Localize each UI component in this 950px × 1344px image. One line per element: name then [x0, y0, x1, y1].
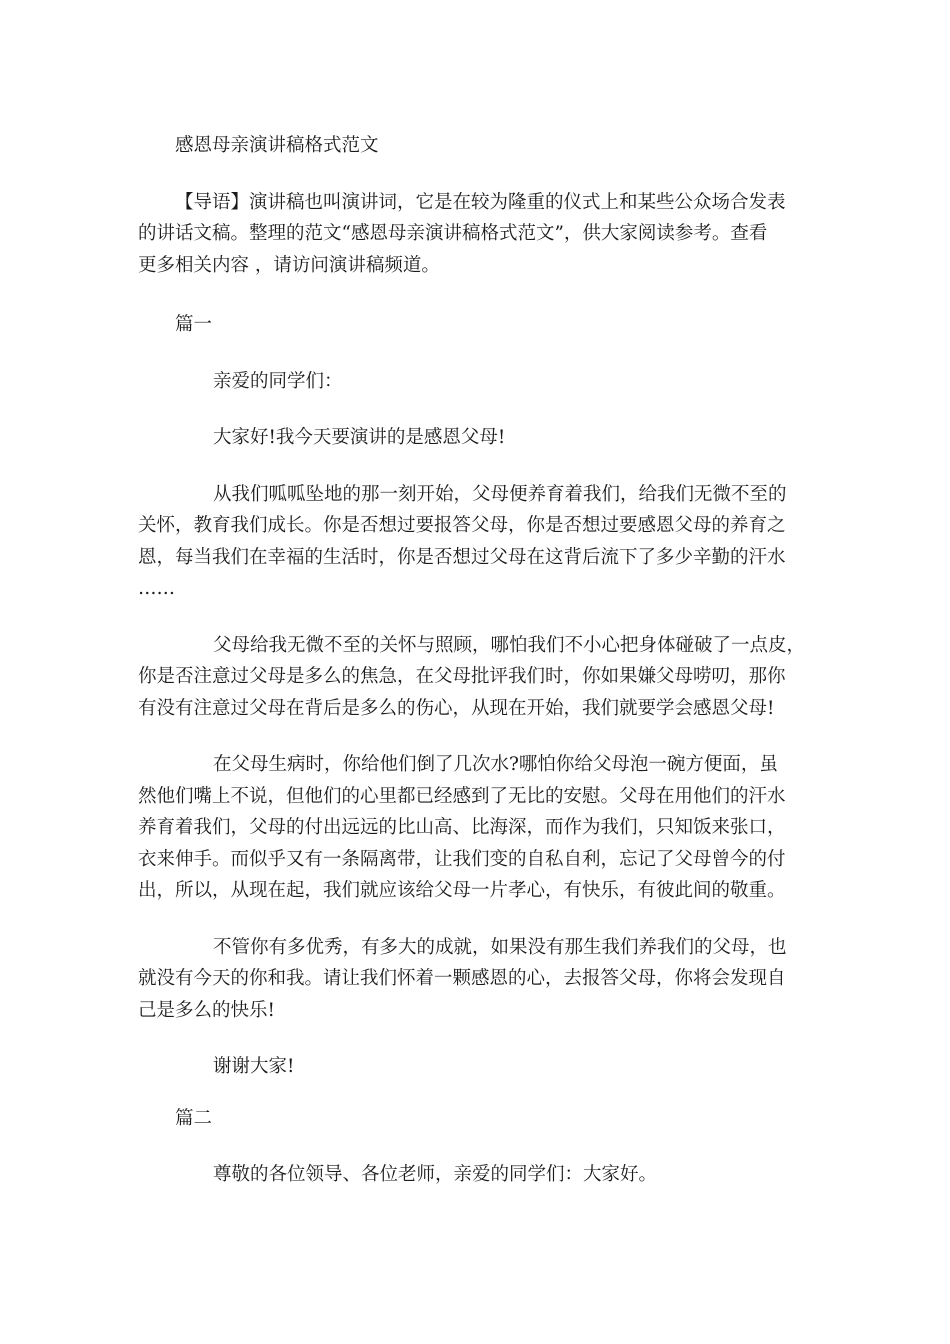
body-paragraph-3: [138, 749, 814, 907]
paragraph-line: 你是否注意过父母是多么的焦急，在父母批评我们时，你如果嫌父母唠叨，那你: [138, 666, 786, 687]
paragraph-line: 养育着我们，父母的付出远远的比山高、比海深，而作为我们，只知饭来张口，: [138, 817, 786, 838]
paragraph-line: 就没有今天的你和我。请让我们怀着一颗感恩的心，去报答父母，你将会发现自: [138, 968, 786, 989]
paragraph-line: 不管你有多优秀，有多大的成就，如果没有那生我们养我们的父母，也: [213, 936, 787, 958]
document-page: [138, 130, 814, 1191]
body-paragraph-1: [138, 479, 814, 605]
intro-line: 【导语】演讲稿也叫演讲词，它是在较为隆重的仪式上和某些公众场合发表: [175, 191, 786, 213]
paragraph-line: 出，所以，从现在起，我们就应该给父母一片孝心，有快乐，有彼此间的敬重。: [138, 880, 786, 901]
section-heading-1: 篇一: [175, 314, 213, 335]
salutation-1: 亲爱的同学们：: [213, 370, 343, 392]
paragraph-line: 父母给我无微不至的关怀与照顾，哪怕我们不小心把身体碰破了一点皮，: [213, 634, 806, 656]
closing: 谢谢大家!: [213, 1056, 295, 1077]
paragraph-line: 然他们嘴上不说，但他们的心里都已经感到了无比的安慰。父母在用他们的汗水: [138, 785, 786, 807]
paragraph-line: 恩，每当我们在幸福的生活时，你是否想过父母在这背后流下了多少辛勤的汗水: [138, 546, 786, 568]
body-paragraph-2: [138, 630, 814, 725]
greeting: 大家好!我今天要演讲的是感恩父母!: [213, 427, 506, 448]
intro-line: 更多相关内容 ，请访问演讲稿频道。: [138, 254, 440, 276]
paragraph-line: 衣来伸手。而似乎又有一条隔离带，让我们变的自私自利，忘记了父母曾今的付: [138, 848, 786, 870]
salutation-2: 尊敬的各位领导、各位老师，亲爱的同学们：大家好。: [213, 1164, 658, 1185]
intro-line: 的讲话文稿。整理的范文“感恩母亲演讲稿格式范文”，供大家阅读参考。查看: [138, 223, 768, 244]
intro-paragraph: [138, 187, 814, 282]
document-title: 感恩母亲演讲稿格式范文: [175, 135, 379, 156]
body-paragraph-4: [138, 932, 814, 1027]
paragraph-line: ……: [138, 578, 175, 599]
paragraph-line: 关怀，教育我们成长。你是否想过要报答父母，你是否想过要感恩父母的养育之: [138, 515, 786, 536]
paragraph-line: 在父母生病时，你给他们倒了几次水?哪怕你给父母泡一碗方便面，虽: [213, 754, 778, 775]
paragraph-line: 从我们呱呱坠地的那一刻开始，父母便养育着我们，给我们无微不至的: [213, 483, 787, 505]
section-heading-2: 篇二: [175, 1107, 213, 1129]
paragraph-line: 己是多么的快乐!: [138, 999, 275, 1021]
paragraph-line: 有没有注意过父母在背后是多么的伤心，从现在开始，我们就要学会感恩父母!: [138, 697, 775, 719]
